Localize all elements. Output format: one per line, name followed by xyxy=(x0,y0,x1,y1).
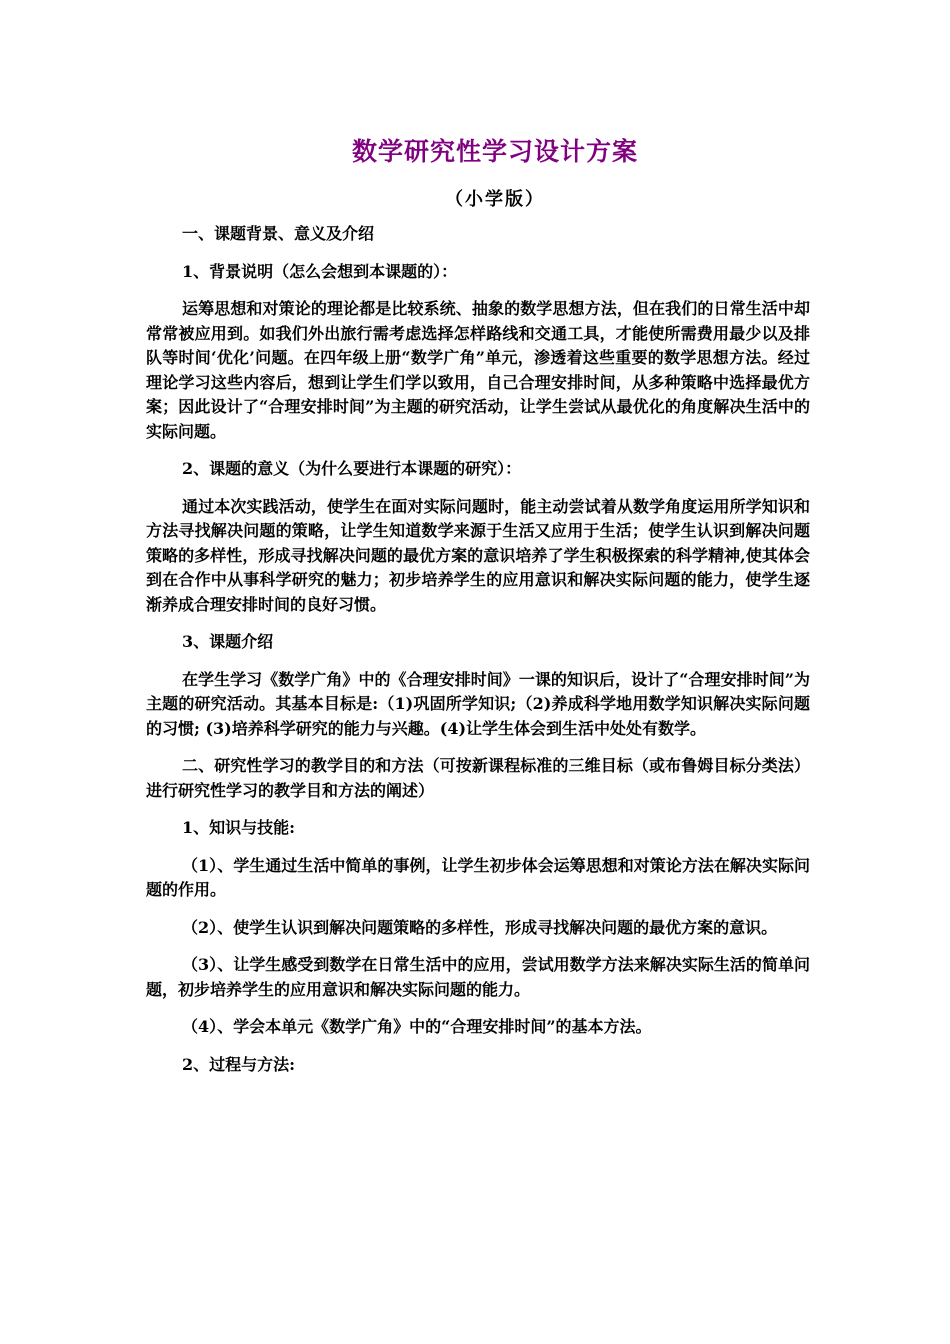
subsection-heading-process: 2、过程与方法: xyxy=(182,1054,296,1074)
document-title: 数学研究性学习设计方案 xyxy=(351,137,638,166)
section-heading-1: 一、课题背景、意义及介绍 xyxy=(182,224,375,243)
subsection-heading-significance: 2、课题的意义（为什么要进行本课题的研究）： xyxy=(182,459,522,478)
paragraph-background: 运筹思想和对策论的理论都是比较系统、抽象的数学思想方法，但在我们的日常生活中却常常被应用到。如我们外出旅行需考虑选择怎样路线和交通工具，才能使所需费用最少以及排队等时间‘优化’问题。在四年级上册“数学广角”单元，渗透着这些重要的数学思想方法。经过理论学习这些内容后，想到让学生们学以致用，自己合理安排时间，从多种策略中选择最优方案；因此设计了“合理安排时间”为主题的研究活动，让学生尝试从最优化的角度解决生活中的实际问题。 xyxy=(146,299,810,441)
list-item: （1）、学生通过生活中简单的事例，让学生初步体会运筹思想和对策论方法在解决实际问题的作用。 xyxy=(146,855,810,899)
paragraph-introduction: 在学生学习《数学广角》中的《合理安排时间》一课的知识后，设计了“合理安排时间”为主题的研究活动。其基本目标是:（1)巩固所学知识;（2)养成科学地用数学知识解决实际问题的习惯; (3)培养科学研究的能力与兴趣。(4)让学生体会到生活中处处有数学。 xyxy=(146,669,810,738)
list-item: （2）、使学生认识到解决问题策略的多样性，形成寻找解决问题的最优方案的意识。 xyxy=(182,917,778,937)
section-heading-2: 二、研究性学习的教学目的和方法（可按新课程标准的三维目标（或布鲁姆目标分类法）进行研究性学习的教学目和方法的阐述） xyxy=(146,756,810,800)
document-subtitle: （小学版） xyxy=(445,189,545,210)
subsection-heading-background: 1、背景说明（怎么会想到本课题的）： xyxy=(182,261,458,281)
subsection-heading-knowledge: 1、知识与技能: xyxy=(182,818,296,837)
list-item: （3）、让学生感受到数学在日常生活中的应用，尝试用数学方法来解决实际生活的简单问题，初步培养学生的应用意识和解决实际问题的能力。 xyxy=(146,955,810,999)
document-body xyxy=(146,222,810,1090)
subsection-heading-introduction: 3、课题介绍 xyxy=(182,632,274,651)
list-item: （4）、学会本单元《数学广角》中的“合理安排时间”的基本方法。 xyxy=(182,1017,652,1036)
paragraph-significance: 通过本次实践活动，使学生在面对实际问题时，能主动尝试着从数学角度运用所学知识和方法寻找解决问题的策略，让学生知道数学来源于生活又应用于生活；使学生认识到解决问题策略的多样性，形成寻找解决问题的最优方案的意识培养了学生积极探索的科学精神,使其体会到在合作中从事科学研究的魅力；初步培养学生的应用意识和解决实际问题的能力，使学生逐渐养成合理安排时间的良好习惯。 xyxy=(146,496,810,614)
